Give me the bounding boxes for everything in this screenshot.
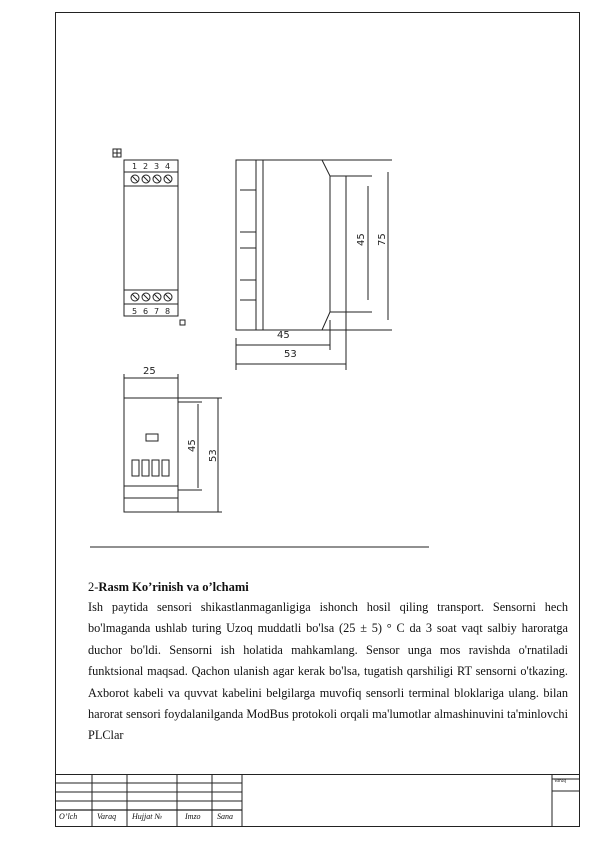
- front-terminal-label-8: 8: [165, 307, 171, 316]
- dim-bottom-height-outer: 53: [208, 449, 219, 462]
- front-terminal-label-1: 1: [132, 162, 138, 171]
- front-terminal-label-7: 7: [154, 307, 160, 316]
- title-block: [55, 774, 580, 827]
- side-view: [236, 160, 392, 370]
- sheet-number-box: [552, 774, 580, 827]
- dim-side-height-inner: 45: [356, 233, 367, 246]
- dim-side-depth-inner: 45: [277, 330, 290, 341]
- stamp-sana-label: Sana: [217, 812, 233, 821]
- front-terminal-label-2: 2: [143, 162, 149, 171]
- dim-side-depth-outer: 53: [284, 349, 297, 360]
- figure-caption: [88, 580, 249, 595]
- dim-bottom-height-inner: 45: [187, 439, 198, 452]
- dim-side-height-outer: 75: [377, 233, 388, 246]
- front-terminal-label-5: 5: [132, 307, 138, 316]
- stamp-olch-label: O’lch: [59, 812, 78, 821]
- stamp-imzo-label: Imzo: [185, 812, 201, 821]
- front-view: [113, 149, 185, 325]
- stamp-hujjat-label: Hujjat №: [132, 812, 162, 821]
- stamp-varaq-label: Varaq: [97, 812, 117, 821]
- bottom-view: [124, 374, 222, 512]
- dim-bottom-width: 25: [143, 366, 156, 377]
- caption-number: 2-: [88, 580, 99, 594]
- caption-title: Rasm Ko’rinish va o’lchami: [98, 580, 249, 594]
- front-terminal-label-4: 4: [165, 162, 171, 171]
- sheet-label: Varaq: [554, 779, 566, 784]
- front-terminal-label-3: 3: [154, 162, 160, 171]
- body-paragraph: Ish paytida sensori shikastlanmaganligiga ishonch hosil qiling transport. Sensorni hech bo'lmaganda ushlab turing Uzoq muddatli bo'lsa (25 ± 5) ° C da 3 soat vaqt salbiy haroratga duchor bo'ldi. Sensorni ish holatida mahkamlang. Sensor unga mos ravishda o'rnatiladi funktsional maqsad. Qachon ulanish agar kerak bo'lsa, tugatish qarshiligi RT sensorni o'tkazing. Axborot kabeli va quvvat kabelini belgilarga muvofiq sensorli terminal bloklariga ulang. bilan harorat sensori foydalanilganda ModBus protokoli orqali ma'lumotlar almashinuvini ta'minlovchi PLClar: [88, 600, 568, 743]
- front-terminal-label-6: 6: [143, 307, 149, 316]
